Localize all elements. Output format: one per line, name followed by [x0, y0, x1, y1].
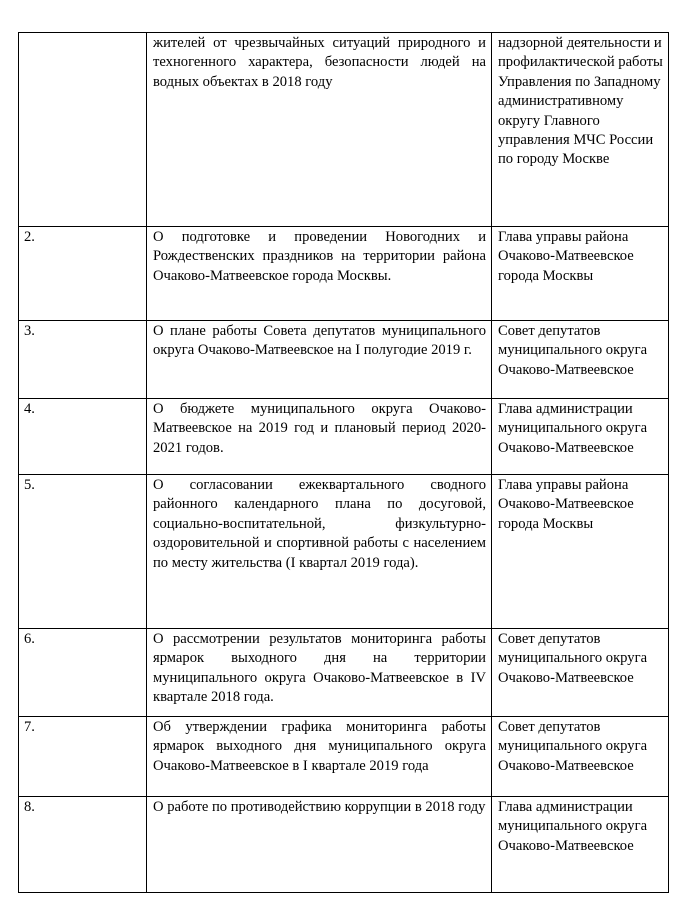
table-row [19, 717, 669, 797]
row-topic: О работе по противодействию коррупции в 2018 году [147, 797, 492, 893]
table-row [19, 321, 669, 399]
row-topic: О рассмотрении результатов мониторинга работы ярмарок выходного дня на территории муниципального округа Очаково-Матвеевское в IV квартале 2018 года. [147, 629, 492, 717]
agenda-table [18, 32, 669, 893]
row-topic: О плане работы Совета депутатов муниципального округа Очаково-Матвеевское на I полугодие 2019 г. [147, 321, 492, 399]
row-responsible: Глава администрации муниципального округа Очаково-Матвеевское [492, 399, 669, 475]
row-topic: О подготовке и проведении Новогодних и Рождественских праздников на территории района Очаково-Матвеевское города Москвы. [147, 227, 492, 321]
row-number: 5. [19, 475, 147, 629]
row-topic: О согласовании ежеквартального сводного районного календарного плана по досуговой, социально-воспитательной, физкультурно-оздоровительной и спортивной работы с населением по месту жительства (I квартал 2019 года). [147, 475, 492, 629]
row-responsible: Глава управы района Очаково-Матвеевское города Москвы [492, 475, 669, 629]
table-row [19, 629, 669, 717]
row-topic: О бюджете муниципального округа Очаково-Матвеевское на 2019 год и плановый период 2020-2021 годов. [147, 399, 492, 475]
row-topic: Об утверждении графика мониторинга работы ярмарок выходного дня муниципального округа Очаково-Матвеевское в I квартале 2019 года [147, 717, 492, 797]
row-responsible: Совет депутатов муниципального округа Очаково-Матвеевское [492, 321, 669, 399]
row-number: 8. [19, 797, 147, 893]
row-number [19, 33, 147, 227]
table-row [19, 227, 669, 321]
row-number: 7. [19, 717, 147, 797]
row-number: 2. [19, 227, 147, 321]
row-responsible: Глава управы района Очаково-Матвеевское города Москвы [492, 227, 669, 321]
row-topic: жителей от чрезвычайных ситуаций природного и техногенного характера, безопасности людей на водных объектах в 2018 году [147, 33, 492, 227]
table-row [19, 797, 669, 893]
row-responsible: Совет депутатов муниципального округа Очаково-Матвеевское [492, 717, 669, 797]
row-responsible: надзорной деятельности и профилактической работы Управления по Западному административному округу Главного управления МЧС России по городу Москве [492, 33, 669, 227]
table-row [19, 475, 669, 629]
row-responsible: Совет депутатов муниципального округа Очаково-Матвеевское [492, 629, 669, 717]
row-number: 3. [19, 321, 147, 399]
row-number: 6. [19, 629, 147, 717]
row-number: 4. [19, 399, 147, 475]
table-row [19, 399, 669, 475]
table-row [19, 33, 669, 227]
row-responsible: Глава администрации муниципального округа Очаково-Матвеевское [492, 797, 669, 893]
